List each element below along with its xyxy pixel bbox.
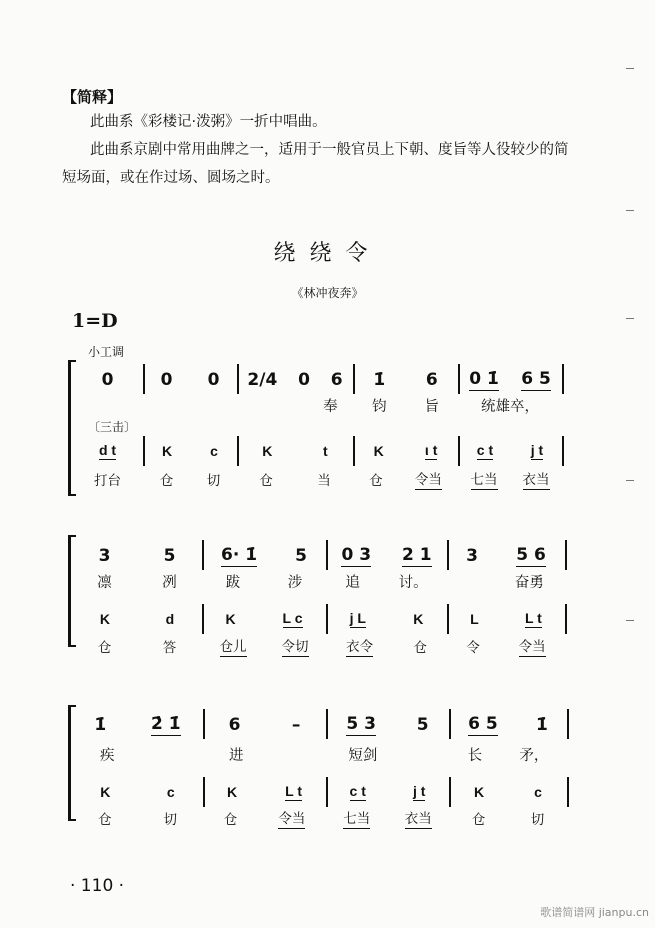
measure	[143, 440, 237, 462]
note: 3	[466, 546, 478, 566]
barline	[326, 604, 328, 634]
measure	[353, 468, 458, 490]
measure	[326, 713, 449, 737]
lyric: 矛，	[519, 747, 549, 764]
percussion-note: c t	[476, 442, 494, 458]
measure	[72, 781, 203, 803]
measure	[449, 807, 567, 829]
margin-tick	[626, 480, 634, 481]
lyric	[170, 746, 175, 762]
percussion-note: c	[534, 784, 542, 800]
percussion-syllable: 答	[162, 640, 177, 656]
percussion-note: K	[413, 611, 424, 627]
measure	[143, 368, 237, 392]
measure	[203, 781, 326, 803]
measure	[449, 781, 567, 803]
lyric: 奉	[323, 398, 338, 415]
measure	[326, 781, 449, 803]
percussion-note: c	[166, 784, 175, 800]
percussion-syllable: 仓	[98, 812, 112, 828]
barline	[449, 777, 451, 807]
measure	[202, 635, 326, 657]
percussion-note: d t	[98, 442, 117, 458]
note: 0	[298, 370, 310, 390]
percussion-syllable: 仓	[369, 473, 383, 489]
margin-tick	[626, 68, 634, 69]
measure	[326, 608, 447, 630]
mel-row	[72, 368, 562, 392]
measure	[449, 713, 567, 737]
barline	[203, 777, 205, 807]
percussion-note: K	[474, 784, 485, 800]
margin-tick	[626, 620, 634, 621]
note: –	[291, 715, 301, 735]
barline	[458, 436, 460, 466]
barline	[143, 436, 145, 466]
note: 1̇	[94, 715, 107, 735]
barline	[562, 364, 564, 394]
percussion-syllable: 令	[466, 640, 480, 656]
measure	[237, 468, 353, 490]
note: 6· 1̇	[221, 545, 258, 565]
percussion-note: L t	[285, 783, 302, 799]
measure	[203, 807, 326, 829]
percussion-syllable: 切	[530, 812, 545, 828]
measure	[202, 608, 326, 630]
note: 1̇	[536, 715, 548, 735]
percussion-label: 〔三击〕	[88, 420, 137, 434]
measure	[143, 394, 237, 416]
measure	[72, 608, 202, 630]
lyric: 跋	[225, 574, 241, 591]
measure	[326, 570, 447, 592]
lyric: 旨	[424, 398, 439, 415]
note: 6 5	[468, 714, 498, 734]
measure	[458, 394, 562, 416]
intro-paragraph-2: 此曲系京剧中常用曲牌之一，适用于一般官员上下朝、度旨等人役较少的简短场面，或在作过场、圆场之时。	[62, 142, 569, 186]
barline	[449, 709, 451, 739]
section-heading: 【简释】	[62, 88, 123, 106]
percussion-note: c	[210, 443, 218, 459]
percussion-syllable: 衣令	[346, 635, 373, 657]
note: 5	[295, 546, 307, 566]
lyr-row	[72, 570, 565, 592]
lyric: 凛	[97, 574, 112, 591]
percussion-syllable: 打台	[94, 473, 121, 489]
lyric: 钧	[372, 398, 387, 415]
percussion-syllable: 当	[317, 473, 331, 489]
note: 3	[98, 546, 111, 566]
measure	[326, 635, 447, 657]
percussion-note: L t	[524, 610, 542, 626]
measure	[326, 743, 449, 765]
lyric: 统雄卒，	[481, 398, 539, 415]
lyric: 讨。	[398, 574, 428, 591]
measure	[458, 440, 562, 462]
lyric	[295, 746, 300, 762]
note: 1̇	[373, 370, 386, 390]
measure	[72, 468, 143, 490]
percussion-note: ι t	[424, 442, 438, 458]
intro-paragraph-1: 此曲系《彩楼记·泼粥》一折中唱曲。	[90, 114, 327, 130]
percussion-syllable: 仓	[159, 473, 174, 489]
barline	[326, 709, 328, 739]
measure	[447, 608, 565, 630]
note: 6	[330, 370, 343, 390]
percussion-note: j L	[349, 610, 366, 626]
lyric	[288, 397, 293, 413]
percussion-note: j t	[412, 783, 426, 799]
note: 5	[163, 546, 176, 566]
syl-row	[72, 807, 567, 829]
lyric	[422, 746, 427, 762]
barline	[202, 604, 204, 634]
percussion-note: K	[100, 784, 111, 800]
barline	[567, 777, 569, 807]
measure	[203, 713, 326, 737]
measure	[353, 440, 458, 462]
margin-tick	[626, 210, 634, 211]
barline	[458, 364, 460, 394]
percussion-note: K	[373, 443, 384, 459]
barline	[202, 540, 204, 570]
percussion-syllable: 仓	[223, 812, 238, 828]
syl-row	[72, 468, 562, 490]
lyric: 疾	[99, 747, 115, 764]
percussion-syllable: 切	[163, 812, 177, 828]
percussion-syllable: 仓	[413, 640, 427, 656]
note: 0	[101, 370, 114, 390]
note: 5	[416, 715, 429, 735]
mode-label: 小工调	[88, 345, 125, 359]
barline	[447, 604, 449, 634]
barline	[326, 777, 328, 807]
percussion-note: c t	[349, 783, 366, 799]
per-row	[72, 781, 567, 803]
percussion-syllable: 七当	[471, 468, 498, 490]
song-title: 绕绕令	[273, 241, 382, 266]
measure	[72, 368, 143, 392]
percussion-syllable: 令当	[415, 468, 442, 490]
percussion-syllable: 衣当	[523, 468, 550, 490]
barline	[203, 709, 205, 739]
percussion-note: K	[227, 784, 238, 800]
measure	[447, 544, 565, 568]
percussion-note: j t	[530, 442, 544, 458]
page-number: · 110 ·	[70, 876, 125, 896]
measure	[353, 368, 458, 392]
lyr-row	[72, 743, 567, 765]
measure	[237, 394, 353, 416]
lyr-row	[72, 394, 562, 416]
measure	[203, 743, 326, 765]
note: 6	[228, 715, 241, 735]
percussion-syllable: 七当	[343, 807, 370, 829]
percussion-note: K	[225, 611, 236, 627]
note: 0 1̇	[469, 369, 499, 389]
note: 5 3	[346, 714, 376, 734]
percussion-note: K	[162, 443, 173, 459]
measure	[202, 544, 326, 568]
measure	[237, 440, 353, 462]
per-row	[72, 608, 565, 630]
syl-row	[72, 635, 565, 657]
percussion-note: K	[99, 611, 110, 627]
barline	[567, 709, 569, 739]
note: 6	[425, 370, 438, 390]
percussion-note: L c	[282, 610, 303, 626]
percussion-note: t	[323, 443, 328, 459]
percussion-note: L	[470, 611, 479, 627]
measure	[326, 807, 449, 829]
mel-row	[72, 544, 565, 568]
watermark: 歌谱简谱网 jianpu.cn	[540, 906, 649, 919]
per-row	[72, 440, 562, 462]
barline	[326, 540, 328, 570]
margin-tick	[626, 318, 634, 319]
note: 0	[160, 370, 173, 390]
percussion-syllable: 仓	[471, 812, 486, 828]
key-signature: 1=D	[72, 310, 118, 332]
measure	[447, 570, 565, 592]
lyric: 长	[467, 747, 483, 764]
measure	[72, 743, 203, 765]
percussion-syllable: 仓	[259, 473, 273, 489]
measure	[326, 544, 447, 568]
mel-row	[72, 713, 567, 737]
lyric: 奋勇	[514, 574, 544, 591]
measure	[458, 368, 562, 392]
measure	[72, 394, 143, 416]
lyric: 追	[345, 574, 360, 591]
percussion-syllable: 切	[206, 473, 221, 489]
measure	[143, 468, 237, 490]
measure	[72, 440, 143, 462]
note: 6 5	[521, 369, 551, 389]
measure	[72, 807, 203, 829]
percussion-note: d	[165, 611, 175, 627]
barline	[565, 540, 567, 570]
note: 5 6	[516, 545, 546, 565]
lyric: 短剑	[348, 747, 378, 764]
measure	[353, 394, 458, 416]
lyric: 涉	[287, 574, 303, 591]
measure	[237, 368, 353, 392]
percussion-syllable: 仓	[97, 640, 112, 656]
measure	[72, 635, 202, 657]
barline	[447, 540, 449, 570]
percussion-syllable: 衣当	[405, 807, 432, 829]
measure	[449, 743, 567, 765]
percussion-syllable: 仓儿	[220, 635, 247, 657]
barline	[353, 364, 355, 394]
barline	[237, 436, 239, 466]
measure	[447, 635, 565, 657]
measure	[72, 570, 202, 592]
note: 2̇ 1̇	[151, 714, 181, 734]
lyric: 进	[228, 747, 244, 764]
note: 0	[207, 370, 220, 390]
song-subtitle: 《林冲夜奔》	[291, 286, 364, 300]
percussion-syllable: 令当	[519, 635, 546, 657]
lyric: 冽	[162, 574, 177, 591]
note: 2/4	[247, 370, 278, 390]
measure	[202, 570, 326, 592]
barline	[353, 436, 355, 466]
barline	[237, 364, 239, 394]
measure	[72, 713, 203, 737]
note: 0 3	[341, 545, 372, 565]
barline	[562, 436, 564, 466]
note: 2 1	[401, 545, 432, 565]
lyric	[468, 573, 473, 589]
measure	[72, 544, 202, 568]
lyric	[252, 397, 257, 413]
percussion-syllable: 令切	[282, 635, 309, 657]
measure	[458, 468, 562, 490]
barline	[565, 604, 567, 634]
percussion-note: K	[262, 443, 273, 459]
barline	[143, 364, 145, 394]
percussion-syllable: 令当	[278, 807, 305, 829]
